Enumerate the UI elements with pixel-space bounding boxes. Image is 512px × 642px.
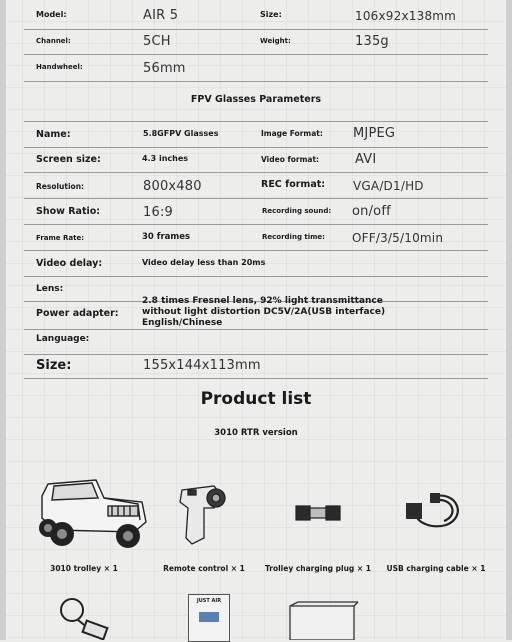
spec-row-model <box>24 0 488 30</box>
name-value: 5.8GFPV Glasses <box>143 129 219 138</box>
glasses-size-label: Size: <box>36 358 72 373</box>
screen-size-label: Screen size: <box>36 154 101 165</box>
resolution-value: 800x480 <box>143 179 202 194</box>
item-label-remote: Remote control × 1 <box>163 564 245 573</box>
weight-value: 135g <box>355 34 389 49</box>
screen-size-value: 4.3 inches <box>142 154 189 163</box>
lens-label: Lens: <box>36 284 64 294</box>
spec-row-channel <box>24 30 488 55</box>
item-label-trolley: 3010 trolley × 1 <box>50 564 118 573</box>
glasses-size-value: 155x144x113mm <box>143 358 261 373</box>
trolley-image <box>34 470 152 554</box>
video-format-value: AVI <box>355 152 377 167</box>
channel-value: 5CH <box>143 34 171 49</box>
manual-box-image <box>188 594 230 642</box>
keychain-image <box>54 594 110 640</box>
remote-control-image <box>174 478 234 548</box>
image-format-label: Image Format: <box>261 129 323 138</box>
fpv-row-name <box>24 122 488 148</box>
size-value: 106x92x138mm <box>355 9 457 23</box>
fpv-row-size <box>24 354 488 379</box>
fpv-row-framerate <box>24 225 488 251</box>
frame-rate-value: 30 frames <box>142 232 191 242</box>
show-ratio-value: 16:9 <box>143 205 173 220</box>
handwheel-value: 56mm <box>143 61 186 76</box>
size-label: Size: <box>260 10 282 19</box>
lens-power-text-2: without light distortion DC5V/2A(USB interface) <box>142 307 386 317</box>
fpv-row-lens-power-language <box>24 277 488 354</box>
fpv-row-video-delay <box>24 251 488 277</box>
recording-sound-label: Recording sound: <box>262 207 332 215</box>
recording-sound-value: on/off <box>352 204 391 219</box>
image-format-value: MJPEG <box>353 126 396 141</box>
language-label: Language: <box>36 334 90 344</box>
item-label-plug: Trolley charging plug × 1 <box>264 564 372 573</box>
show-ratio-label: Show Ratio: <box>36 206 101 217</box>
model-value: AIR 5 <box>143 8 179 23</box>
resolution-label: Resolution: <box>36 182 85 191</box>
fpv-row-ratio <box>24 199 488 225</box>
specs-top-table <box>24 0 488 82</box>
video-delay-label: Video delay: <box>36 258 103 269</box>
spec-row-handwheel <box>24 55 488 82</box>
package-box-image <box>286 600 360 640</box>
fpv-row-screen <box>24 148 488 173</box>
power-adapter-label: Power adapter: <box>36 308 119 319</box>
channel-label: Channel: <box>36 37 71 45</box>
box-graphic <box>199 612 219 622</box>
weight-label: Weight: <box>260 37 291 45</box>
frame-rate-label: Frame Rate: <box>36 234 84 242</box>
charging-plug-image <box>294 497 342 531</box>
usb-cable-image <box>402 487 468 533</box>
recording-time-label: Recording time: <box>262 233 325 241</box>
rec-format-label: REC format: <box>261 179 326 190</box>
handwheel-label: Handwheel: <box>36 63 83 71</box>
fpv-section-title: FPV Glasses Parameters <box>190 94 322 105</box>
recording-time-value: OFF/3/5/10min <box>352 231 444 245</box>
video-format-label: Video format: <box>261 155 320 164</box>
language-value: English/Chinese <box>142 318 223 328</box>
fpv-row-resolution <box>24 173 488 199</box>
lens-power-text-1: 2.8 times Fresnel lens, 92% light transmittance <box>142 296 383 306</box>
product-list-subtitle: 3010 RTR version <box>214 428 298 438</box>
rec-format-value: VGA/D1/HD <box>353 179 424 193</box>
product-list-title: Product list <box>200 389 312 409</box>
fpv-table <box>24 121 488 379</box>
box-brand-text: JUST AIR <box>196 598 222 604</box>
item-label-cable: USB charging cable × 1 <box>386 564 486 573</box>
video-delay-value: Video delay less than 20ms <box>142 258 266 267</box>
model-label: Model: <box>36 10 67 19</box>
name-label: Name: <box>36 129 71 140</box>
